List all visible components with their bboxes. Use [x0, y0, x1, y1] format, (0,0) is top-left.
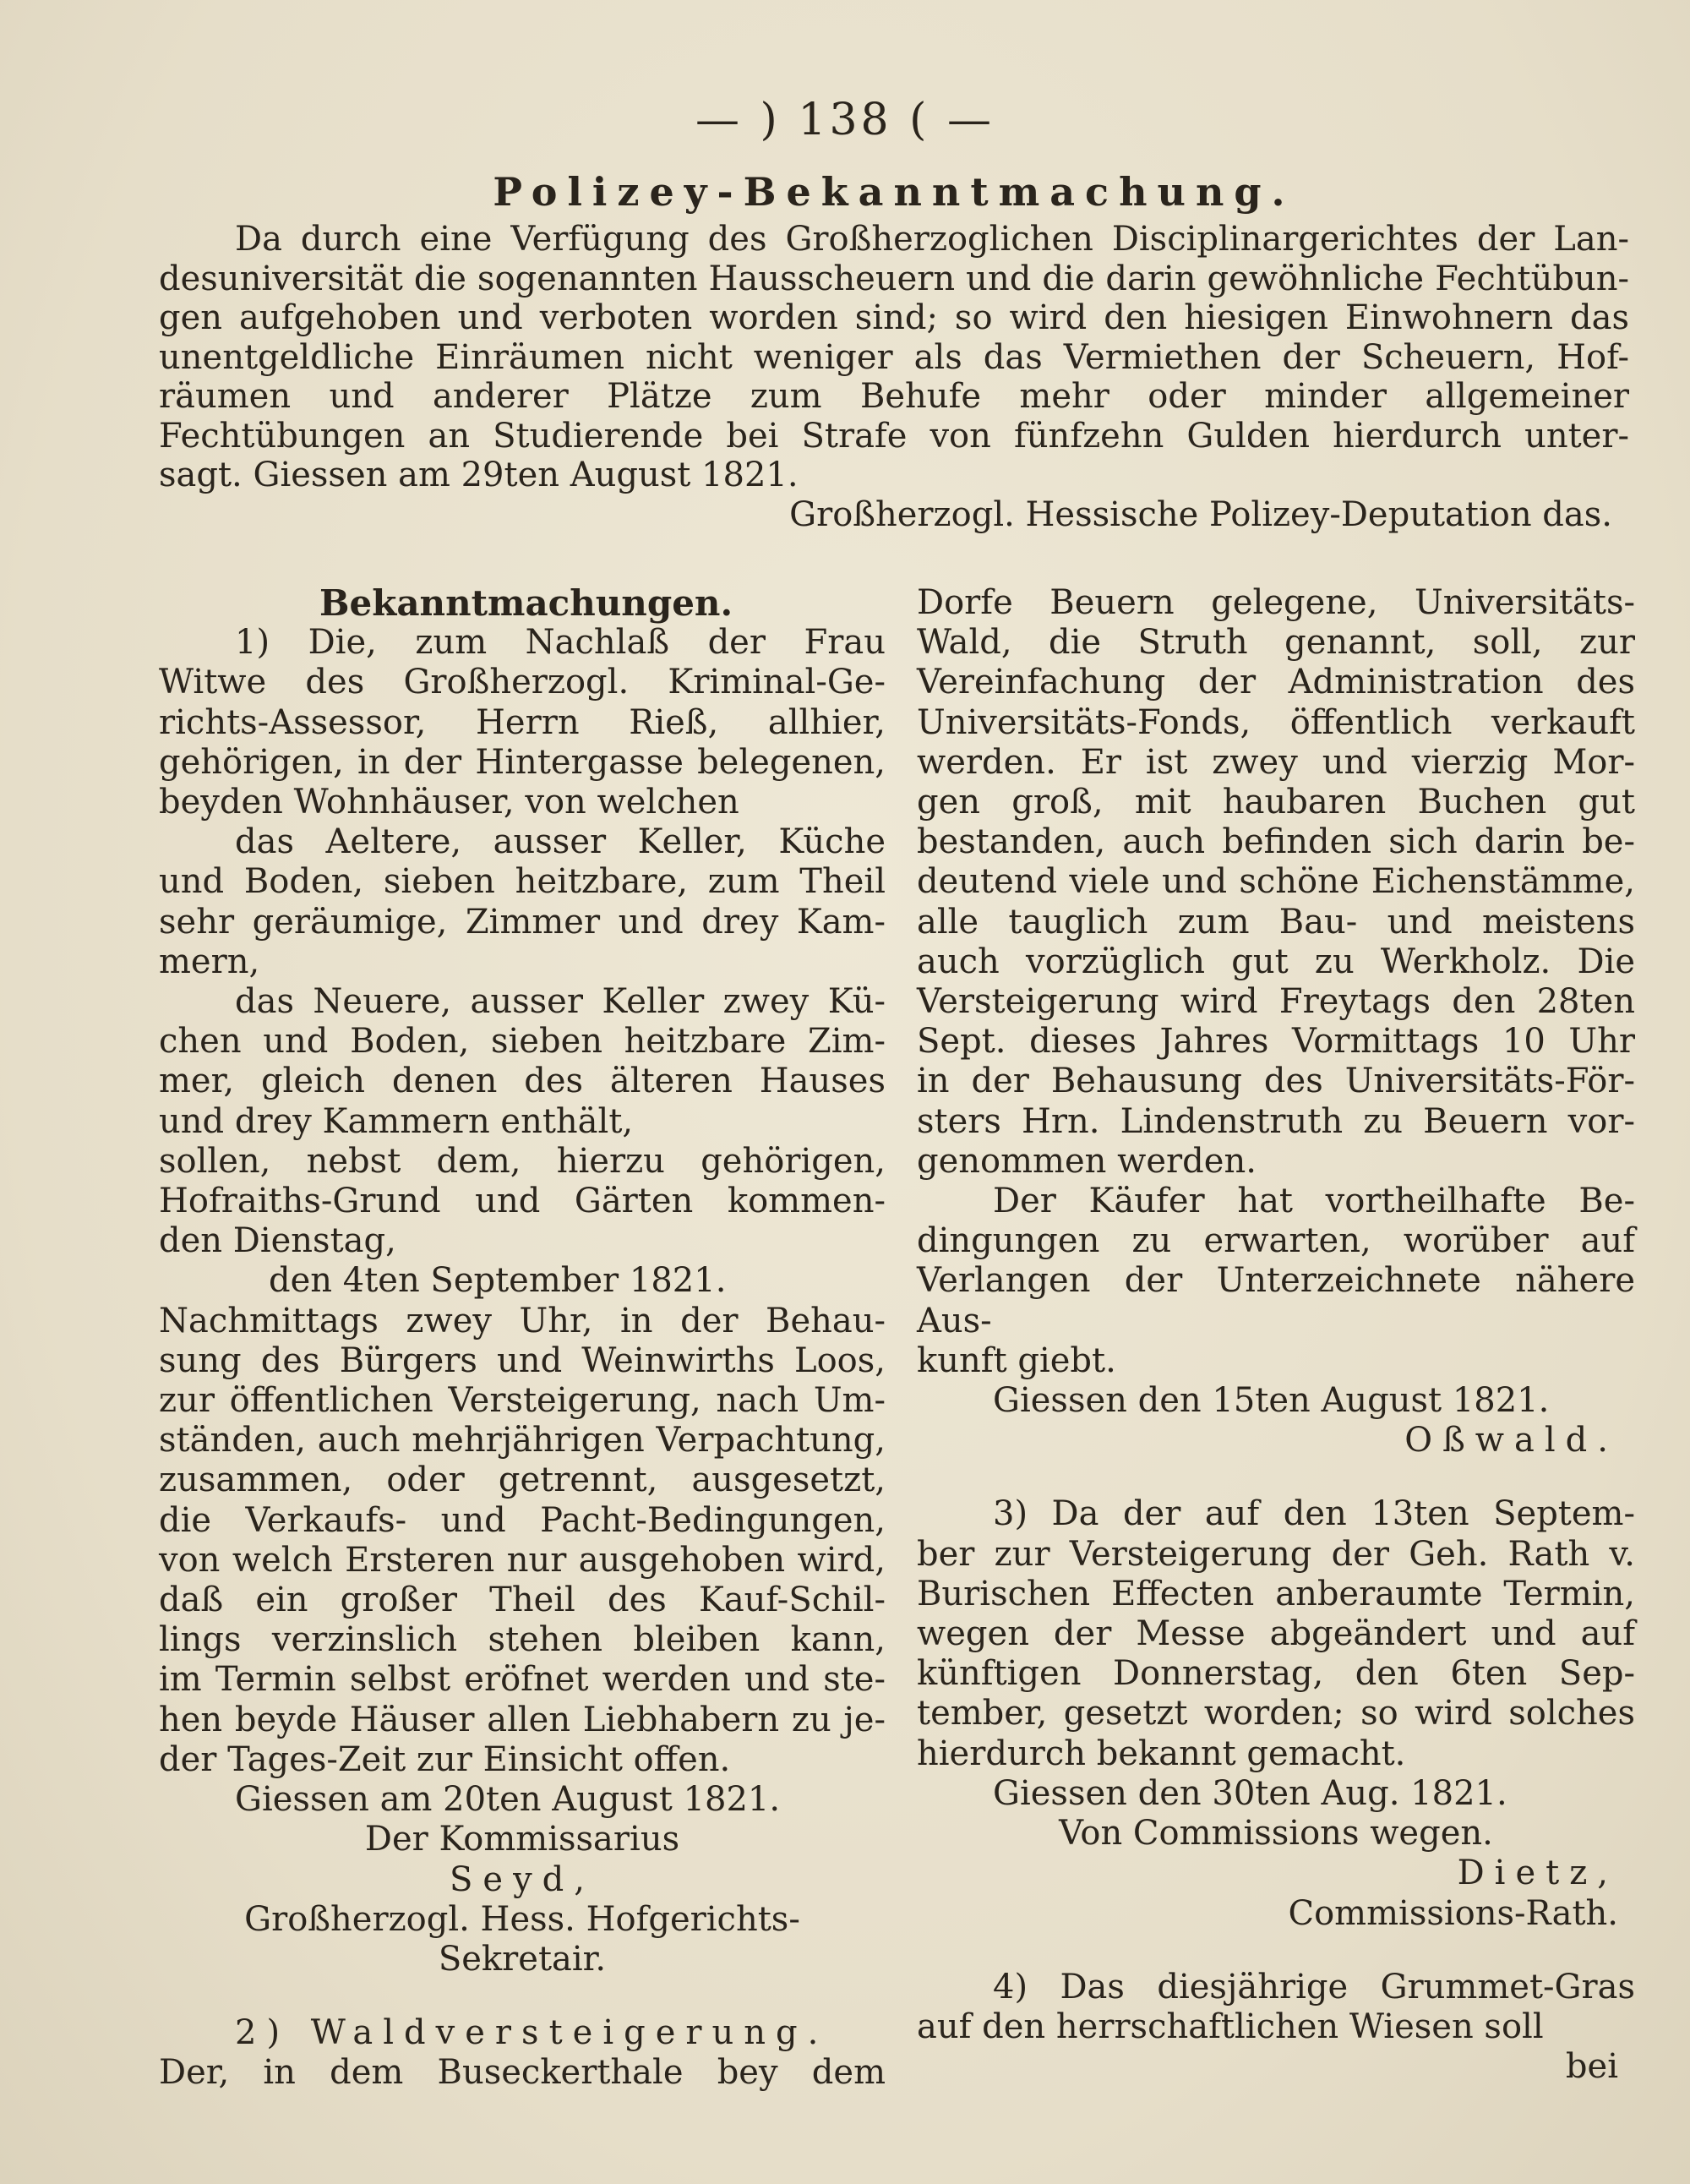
text-line: Wald, die Struth genannt, soll, zur: [917, 623, 1635, 663]
announcements-heading: Bekanntmachungen.: [319, 582, 733, 624]
text-line: und Boden, sieben heitzbare, zum Theil: [159, 862, 886, 902]
police-notice-title: Polizey-Bekanntmachung.: [493, 169, 1295, 215]
text-line: das Neuere, ausser Keller zwey Kü-: [235, 982, 886, 1022]
text-line: den 4ten September 1821.: [269, 1261, 727, 1301]
text-line: Verlangen der Unterzeichnete nähere Aus-: [917, 1261, 1635, 1340]
text-line: Vereinfachung der Administration des: [917, 663, 1635, 702]
text-line: gehörigen, in der Hintergasse belegenen,: [159, 742, 886, 782]
text-line: 3) Da der auf den 13ten Septem-: [993, 1494, 1635, 1534]
text-line: Sept. dieses Jahres Vormittags 10 Uhr: [917, 1022, 1635, 1062]
text-line: Universitäts-Fonds, öffentlich verkauft: [917, 702, 1635, 742]
text-line: ständen, auch mehrjährigen Verpachtung,: [159, 1421, 886, 1461]
item3-title: Commissions-Rath.: [1288, 1893, 1618, 1933]
item1-date: Giessen am 20ten August 1821.: [235, 1780, 781, 1820]
text-line: werden. Er ist zwey und vierzig Mor-: [917, 742, 1635, 782]
text-line: Fechtübungen an Studierende bei Strafe von fünfzehn Gulden hierdurch unter-: [159, 416, 1629, 456]
spacer: [917, 1461, 1635, 1494]
text-line: richts-Assessor, Herrn Rieß, allhier,: [159, 702, 886, 742]
text-line: Witwe des Großherzogl. Kriminal-Ge-: [159, 663, 886, 702]
catchword: bei: [1565, 2047, 1618, 2087]
text-line: Der Käufer hat vortheilhafte Be-: [993, 1182, 1635, 1221]
item1-name: Seyd,: [450, 1859, 595, 1899]
item2-signature: Oßwald.: [1404, 1421, 1618, 1461]
text-line: Der, in dem Buseckerthale bey dem: [159, 2053, 886, 2093]
text-line: in der Behausung des Universitäts-För-: [917, 1062, 1635, 1101]
text-line: chen und Boden, sieben heitzbare Zim-: [159, 1022, 886, 1062]
text-line: Nachmittags zwey Uhr, in der Behau-: [159, 1301, 886, 1340]
item2-date: Giessen den 15ten August 1821.: [993, 1381, 1550, 1421]
text-line: sollen, nebst dem, hierzu gehörigen,: [159, 1141, 886, 1181]
spacer: [917, 1934, 1635, 1968]
text-line: daß ein großer Theil des Kauf-Schil-: [159, 1581, 886, 1620]
text-line: von welch Ersteren nur ausgehoben wird,: [159, 1540, 886, 1580]
right-column: [917, 583, 1635, 2087]
text-line: auf den herrschaftlichen Wiesen soll: [917, 2007, 1544, 2046]
text-line: das Aeltere, ausser Keller, Küche: [235, 822, 886, 862]
text-line: hierdurch bekannt gemacht.: [917, 1734, 1406, 1773]
text-line: zusammen, oder getrennt, ausgesetzt,: [159, 1461, 886, 1500]
text-line: der Tages-Zeit zur Einsicht offen.: [159, 1739, 731, 1779]
text-line: beyden Wohnhäuser, von welchen: [159, 783, 739, 822]
item3-authority: Von Commissions wegen.: [1059, 1814, 1493, 1854]
text-line: unentgeldliche Einräumen nicht weniger als das Vermiethen der Scheuern, Hof-: [159, 337, 1629, 377]
text-line: Da durch eine Verfügung des Großherzoglichen Disciplinargerichtes der Lan-: [235, 220, 1629, 259]
spacer: [159, 1979, 886, 2013]
text-line: bestanden, auch befinden sich darin be-: [917, 822, 1635, 862]
text-line: sung des Bürgers und Weinwirths Loos,: [159, 1340, 886, 1380]
text-line: sters Hrn. Lindenstruth zu Beuern vor-: [917, 1101, 1635, 1141]
text-line: mern,: [159, 942, 260, 981]
police-notice-signature: Großherzogl. Hessische Polizey-Deputation das.: [789, 494, 1612, 534]
text-line: tember, gesetzt worden; so wird solches: [917, 1694, 1635, 1734]
text-line: den Dienstag,: [159, 1221, 396, 1261]
text-line: deutend viele und schöne Eichenstämme,: [917, 862, 1635, 902]
item1-commissioner: Der Kommissarius: [364, 1820, 680, 1859]
page-number: — ) 138 ( —: [695, 95, 995, 145]
text-line: kunft giebt.: [917, 1340, 1116, 1380]
text-line: räumen und anderer Plätze zum Behufe mehr oder minder allgemeiner: [159, 377, 1629, 416]
text-line: hen beyde Häuser allen Liebhabern zu je-: [159, 1700, 886, 1739]
text-line: genommen werden.: [917, 1141, 1257, 1181]
text-line: Hofraiths-Grund und Gärten kommen-: [159, 1182, 886, 1221]
text-line: auch vorzüglich gut zu Werkholz. Die: [917, 942, 1635, 981]
text-line: lings verzinslich stehen bleiben kann,: [159, 1620, 886, 1660]
text-line: künftigen Donnerstag, den 6ten Sep-: [917, 1654, 1635, 1694]
text-line: Versteigerung wird Freytags den 28ten: [917, 982, 1635, 1022]
item3-date: Giessen den 30ten Aug. 1821.: [993, 1773, 1507, 1813]
item2-heading: 2) Waldversteigerung.: [235, 2013, 829, 2053]
text-line: mer, gleich denen des älteren Hauses: [159, 1062, 886, 1101]
text-line: Dorfe Beuern gelegene, Universitäts-: [917, 583, 1635, 622]
text-line: gen groß, mit haubaren Buchen gut: [917, 783, 1635, 822]
item1-title: Großherzogl. Hess. Hofgerichts-: [244, 1899, 800, 1939]
text-line: alle tauglich zum Bau- und meistens: [917, 902, 1635, 942]
text-line: im Termin selbst eröfnet werden und ste-: [159, 1660, 886, 1700]
item3-name: Dietz,: [1457, 1854, 1618, 1893]
text-line: 1) Die, zum Nachlaß der Frau: [235, 623, 886, 663]
text-line: wegen der Messe abgeändert und auf: [917, 1614, 1635, 1654]
police-notice: [159, 171, 1629, 534]
text-line: zur öffentlichen Versteigerung, nach Um-: [159, 1381, 886, 1421]
text-line: gen aufgehoben und verboten worden sind; so wird den hiesigen Einwohnern das: [159, 298, 1629, 337]
text-line: die Verkaufs- und Pacht-Bedingungen,: [159, 1500, 886, 1540]
text-line: ber zur Versteigerung der Geh. Rath v.: [917, 1534, 1635, 1574]
text-line: dingungen zu erwarten, worüber auf: [917, 1221, 1635, 1261]
text-line: Burischen Effecten anberaumte Termin,: [917, 1574, 1635, 1613]
item1-title: Sekretair.: [438, 1939, 607, 1979]
text-line: und drey Kammern enthält,: [159, 1101, 634, 1141]
left-column: [159, 583, 886, 2094]
text-line: 4) Das diesjährige Grummet-Gras: [993, 1967, 1635, 2007]
text-line: desuniversität die sogenannten Hausscheuern und die darin gewöhnliche Fechtübun-: [159, 259, 1629, 298]
text-line: sagt. Giessen am 29ten August 1821.: [159, 456, 799, 494]
text-line: sehr geräumige, Zimmer und drey Kam-: [159, 902, 886, 942]
